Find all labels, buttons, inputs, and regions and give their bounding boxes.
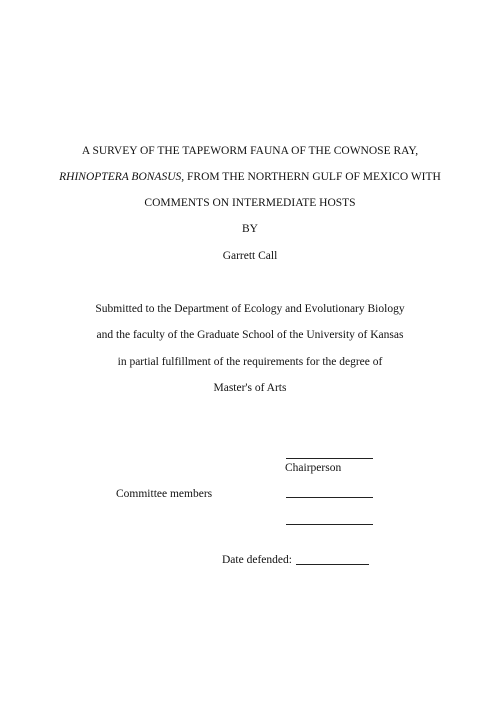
committee-signature-line-2 [286, 524, 373, 525]
species-name: RHINOPTERA BONASUS, [59, 171, 185, 183]
thesis-title-line-1: A SURVEY OF THE TAPEWORM FAUNA OF THE COWNOSE RAY, [81, 145, 419, 157]
by-label: BY [242, 223, 258, 235]
author-name: Garrett Call [222, 250, 278, 262]
chairperson-label: Chairperson [285, 462, 342, 474]
thesis-title-line-2 [0, 170, 500, 184]
thesis-title-line-3: COMMENTS ON INTERMEDIATE HOSTS [144, 197, 356, 209]
degree-name: Master's of Arts [213, 382, 287, 394]
submission-line-3: in partial fulfillment of the requirements for the degree of [117, 356, 383, 368]
submission-line-1: Submitted to the Department of Ecology and Evolutionary Biology [95, 303, 405, 315]
chairperson-signature-line [286, 458, 373, 459]
submission-line-2: and the faculty of the Graduate School of the University of Kansas [96, 329, 404, 341]
committee-members-label: Committee members [116, 488, 213, 500]
committee-signature-line-1 [286, 497, 373, 498]
date-defended-label: Date defended: [222, 554, 292, 566]
thesis-title-line-2-rest: FROM THE NORTHERN GULF OF MEXICO WITH [184, 171, 441, 183]
date-defended-line [296, 564, 369, 565]
